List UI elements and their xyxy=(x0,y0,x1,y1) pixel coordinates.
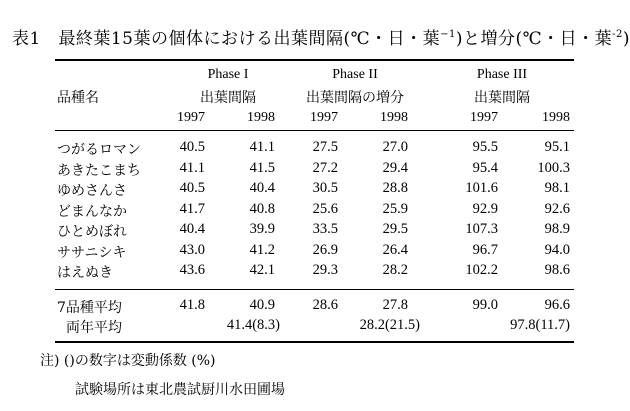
phase3-subheader: 出葉間隔 xyxy=(474,90,530,106)
table-cell: 102.2 xyxy=(465,262,498,278)
table-cell: 41.5 xyxy=(249,160,275,176)
table-cell: 27.5 xyxy=(312,139,338,155)
top-rule xyxy=(55,59,574,61)
year-header: 1998 xyxy=(247,110,275,125)
table-cell: 98.1 xyxy=(544,180,570,196)
phase3-header: Phase III xyxy=(476,67,528,82)
table-cell: 28.6 xyxy=(312,297,338,313)
year-header: 1997 xyxy=(470,110,498,125)
footnote-cv: 注) ()の数字は変動係数 (%) xyxy=(40,353,216,369)
table-cell: 25.6 xyxy=(312,201,338,217)
year-header: 1997 xyxy=(177,110,205,125)
table-cell: 41.2 xyxy=(249,242,275,258)
table-cell: 97.8(11.7) xyxy=(510,317,570,333)
table-cell: 107.3 xyxy=(465,221,498,237)
phase1-subheader: 出葉間隔 xyxy=(200,90,256,106)
variety-name: はえぬき xyxy=(57,265,113,281)
variety-column-header: 品種名 xyxy=(57,90,99,106)
variety-name: どまんなか xyxy=(57,204,127,220)
two-year-avg-label: 両年平均 xyxy=(66,320,122,336)
year-header: 1997 xyxy=(310,110,338,125)
table-cell: 101.6 xyxy=(465,180,498,196)
table-cell: 41.4(8.3) xyxy=(226,317,280,333)
table-cell: 41.7 xyxy=(179,201,205,217)
variety-name: あきたこまち xyxy=(57,163,141,179)
header-rule xyxy=(55,130,574,131)
table-cell: 28.8 xyxy=(382,180,408,196)
table-cell: 29.3 xyxy=(312,262,338,278)
table-cell: 27.8 xyxy=(382,297,408,313)
table-cell: 41.8 xyxy=(179,297,205,313)
table-cell: 40.4 xyxy=(179,221,205,237)
table-cell: 27.2 xyxy=(312,160,338,176)
table-cell: 43.6 xyxy=(179,262,205,278)
table-cell: 28.2(21.5) xyxy=(359,317,420,333)
table-cell: 40.5 xyxy=(179,139,205,155)
table-cell: 42.1 xyxy=(249,262,275,278)
table-title: 表1 最終葉15葉の個体における出葉間隔(℃・日・葉$^{-1}$)と増分(℃・日・葉$^{-2}$) xyxy=(12,29,630,49)
table-cell: 94.0 xyxy=(544,242,570,258)
table-cell: 29.4 xyxy=(382,160,408,176)
table-cell: 40.4 xyxy=(249,180,275,196)
table-cell: 40.9 xyxy=(249,297,275,313)
table-cell: 33.5 xyxy=(312,221,338,237)
table-cell: 96.7 xyxy=(472,242,498,258)
table-cell: 41.1 xyxy=(179,160,205,176)
year-header: 1998 xyxy=(542,110,570,125)
table-cell: 92.6 xyxy=(544,201,570,217)
table-cell: 96.6 xyxy=(544,297,570,313)
table-cell: 30.5 xyxy=(312,180,338,196)
table-cell: 39.9 xyxy=(249,221,275,237)
variety-name: ひとめぼれ xyxy=(57,224,127,240)
phase2-header: Phase II xyxy=(332,67,378,82)
table-cell: 92.9 xyxy=(472,201,498,217)
table-cell: 100.3 xyxy=(537,160,570,176)
bottom-rule xyxy=(55,341,574,343)
variety-name: ササニシキ xyxy=(57,245,127,261)
table-cell: 26.9 xyxy=(312,242,338,258)
year-header: 1998 xyxy=(380,110,408,125)
table-cell: 29.5 xyxy=(382,221,408,237)
table-cell: 25.9 xyxy=(382,201,408,217)
table-cell: 41.1 xyxy=(249,139,275,155)
phase1-header: Phase I xyxy=(207,67,249,82)
variety-name: ゆめさんさ xyxy=(57,183,127,199)
table-cell: 27.0 xyxy=(382,139,408,155)
table-cell: 26.4 xyxy=(382,242,408,258)
footnote-site: 試験場所は東北農試厨川水田圃場 xyxy=(75,382,285,398)
table-cell: 43.0 xyxy=(179,242,205,258)
avg7-label: 7品種平均 xyxy=(57,300,122,316)
table-cell: 40.8 xyxy=(249,201,275,217)
table-cell: 95.1 xyxy=(544,139,570,155)
table-cell: 95.4 xyxy=(472,160,498,176)
table-cell: 99.0 xyxy=(472,297,498,313)
table-cell: 95.5 xyxy=(472,139,498,155)
table-cell: 98.6 xyxy=(544,262,570,278)
table-cell: 40.5 xyxy=(179,180,205,196)
table-cell: 98.9 xyxy=(544,221,570,237)
table-cell: 28.2 xyxy=(382,262,408,278)
body-rule xyxy=(55,289,574,290)
variety-name: つがるロマン xyxy=(57,142,141,158)
phase2-subheader: 出葉間隔の増分 xyxy=(306,90,404,106)
